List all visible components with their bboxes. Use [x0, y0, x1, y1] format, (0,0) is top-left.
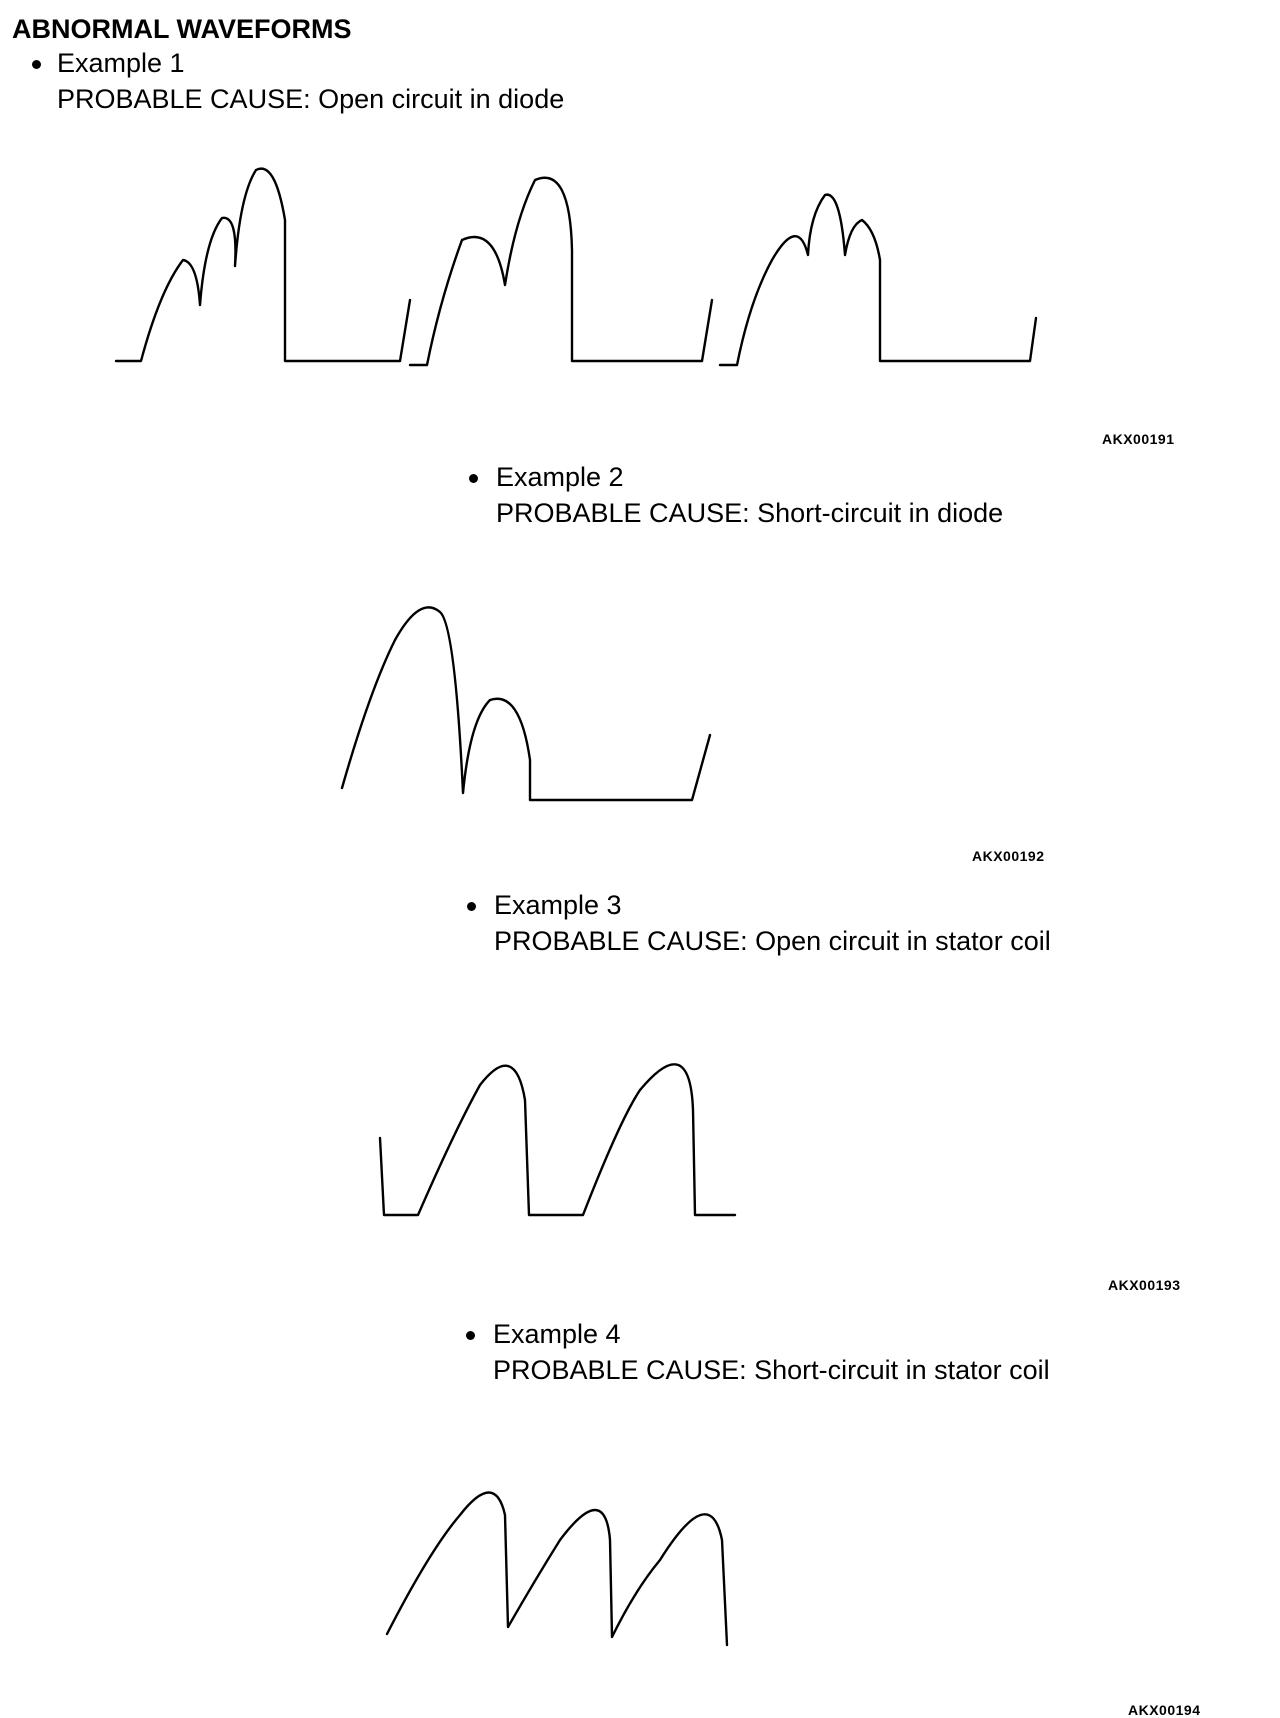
example-3-label: Example 3: [494, 890, 622, 920]
example-2-label: Example 2: [496, 462, 624, 492]
example-1-cause: PROBABLE CAUSE: Open circuit in diode: [57, 84, 565, 114]
example-4-label: Example 4: [493, 1319, 621, 1349]
example-3-figure-code: AKX00193: [1108, 1277, 1181, 1293]
example-4-cause: PROBABLE CAUSE: Short-circuit in stator coil: [493, 1355, 1050, 1385]
example-3-cause: PROBABLE CAUSE: Open circuit in stator coil: [494, 926, 1051, 956]
page-title: ABNORMAL WAVEFORMS: [12, 14, 352, 44]
example-4-figure-code: AKX00194: [1128, 1702, 1201, 1718]
example-1-label: Example 1: [57, 48, 185, 78]
example-2-figure-code: AKX00192: [972, 848, 1045, 864]
example-1-figure-code: AKX00191: [1102, 431, 1175, 447]
example-2-cause: PROBABLE CAUSE: Short-circuit in diode: [496, 498, 1004, 528]
